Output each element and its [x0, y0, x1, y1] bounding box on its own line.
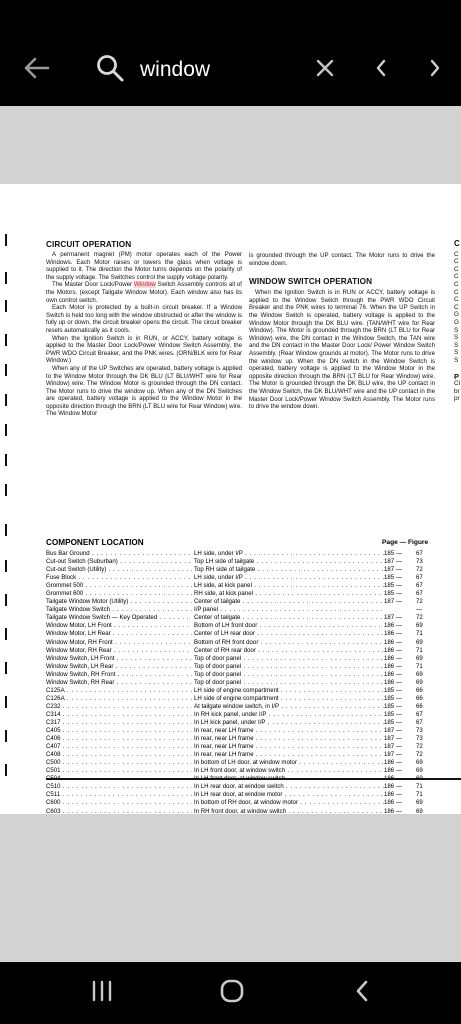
component-name: C500 . . .	[46, 759, 192, 767]
component-location: In LH front door, at window switch . . .	[194, 767, 384, 775]
chevron-right-icon	[429, 59, 441, 82]
component-figure: 72	[416, 743, 423, 751]
component-name: C126A . . .	[46, 695, 192, 703]
component-name: Bus Bar Ground . . .	[46, 550, 192, 558]
system-back-button[interactable]	[342, 976, 382, 1010]
component-name: C125A . . .	[46, 687, 192, 695]
search-match-highlight[interactable]: Window	[133, 281, 156, 289]
component-location-heading: COMPONENT LOCATION	[46, 538, 144, 547]
recents-button[interactable]	[82, 976, 122, 1010]
document-page	[0, 184, 461, 814]
component-name: Window Switch, RH Rear . . .	[46, 679, 192, 687]
component-page: 185 —	[384, 574, 402, 582]
component-figure: 67	[416, 574, 423, 582]
component-row	[46, 550, 436, 558]
component-row	[46, 606, 436, 614]
component-name: C406 . . .	[46, 735, 192, 743]
margin-marks	[5, 234, 9, 774]
component-figure: 69	[416, 678, 423, 686]
component-figure: 73	[416, 558, 423, 566]
next-match-button[interactable]	[420, 52, 450, 88]
component-page: 186 —	[384, 783, 402, 791]
component-figure: 71	[416, 646, 423, 654]
component-location: Top of door panel . . .	[194, 679, 384, 687]
component-location: RH side, at kick panel . . .	[194, 590, 384, 598]
component-page: 187 —	[384, 558, 402, 566]
component-page: 186 —	[384, 646, 402, 654]
previous-match-button[interactable]	[366, 52, 396, 88]
component-figure: 73	[416, 727, 423, 735]
component-name: C405 . . .	[46, 727, 192, 735]
component-row	[46, 808, 436, 815]
component-page: 186 —	[384, 799, 402, 807]
right-intro-text: is grounded through the UP contact. The Motor runs to drive the window down.	[249, 252, 435, 267]
circuit-paragraph: Each Motor is protected by a built-in circuit breaker. If a Window Switch is held too long with the window obstructed or after the window is fully up or down, the circuit breaker opens the circuit. The circuit breaker resets automatically as it cools.	[46, 304, 242, 334]
component-page: 187 —	[384, 598, 402, 606]
component-location: LH side of engine compartment . . .	[194, 687, 384, 695]
component-page: 186 —	[384, 759, 402, 767]
component-name: C603 . . .	[46, 808, 192, 815]
component-location: In LH rear door, at window motor . . .	[194, 791, 384, 799]
component-name: Tailgate Window Switch . . .	[46, 606, 192, 614]
component-location: Center of LH rear door . . .	[194, 630, 384, 638]
home-button[interactable]	[212, 976, 252, 1010]
component-figure: 67	[416, 550, 423, 557]
component-location: In rear, near LH frame . . .	[194, 735, 384, 743]
component-name: Window Switch, RH Front . . .	[46, 671, 192, 679]
component-location: Bottom of RH front door . . .	[194, 639, 384, 647]
component-location: Top of door panel . . .	[194, 655, 384, 663]
close-icon	[316, 59, 334, 82]
component-figure: 67	[416, 590, 423, 598]
back-button[interactable]	[16, 52, 56, 88]
component-figure: 69	[416, 638, 423, 646]
component-page: 185 —	[384, 694, 402, 702]
component-figure: 66	[416, 702, 423, 710]
cut-off-column: C C C C C C C C C G G S S S S S P Cl br pr	[454, 239, 461, 403]
component-figure: 69	[416, 807, 423, 814]
component-figure: 67	[416, 718, 423, 726]
circuit-paragraph: When any of the UP Switches are operated, battery voltage is applied to the Window Motor through the DK BLU (LT BLU/WHT wire for Rear Window) wire. The Window Motor is grounded through the DN contact. The Motor runs to drive the window up. When any of the DN Switches are operated, battery voltage is applied to the Window Motor in the opposite direction through the BRN (LT BLU wire for Rear Window) wire. The Window Motor	[46, 364, 242, 418]
component-location: In rear, near LH frame . . .	[194, 743, 384, 751]
window-switch-section	[249, 252, 435, 411]
component-name: C501 . . .	[46, 767, 192, 775]
component-location: In rear, near LH frame . . .	[194, 751, 384, 759]
component-page: 186 —	[384, 630, 402, 638]
component-location: LH side, at kick panel . . .	[194, 582, 384, 590]
component-location: In LH rear door, at window switch . . .	[194, 783, 384, 791]
arrow-left-icon	[22, 56, 50, 85]
component-page: 185 —	[384, 550, 402, 557]
component-figure: 69	[416, 759, 423, 767]
component-page: 185 —	[384, 686, 402, 694]
circuit-operation-heading: CIRCUIT OPERATION	[46, 240, 132, 249]
component-figure: 67	[416, 710, 423, 718]
component-row	[46, 566, 436, 574]
component-figure: 66	[416, 694, 423, 702]
component-row	[46, 743, 436, 751]
clear-search-button[interactable]	[308, 52, 342, 88]
back-icon	[354, 979, 370, 1008]
component-name: Tailgate Window Motor (Utility) . . .	[46, 598, 192, 606]
component-page: 186 —	[384, 662, 402, 670]
component-name: C314 . . .	[46, 711, 192, 719]
component-location-list	[46, 550, 436, 814]
document-viewer[interactable]	[0, 106, 461, 962]
component-row	[46, 663, 436, 671]
component-location: At tailgate window switch, in I/P . . .	[194, 703, 384, 711]
component-location: LH side of engine compartment . . .	[194, 695, 384, 703]
recents-icon	[90, 980, 114, 1007]
component-figure: —	[416, 606, 423, 614]
circuit-paragraph-highlighted: The Master Door Lock/Power Window Switch Assembly controls all of the Motors. (except Tailgate Window Motor). Each window also has its own control switch.	[46, 281, 242, 304]
component-name: C408 . . .	[46, 751, 192, 759]
component-location: Top RH side of tailgate . . .	[194, 566, 384, 574]
component-row	[46, 679, 436, 687]
component-name: Tailgate Window Switch — Key Operated . . .	[46, 614, 192, 622]
component-row	[46, 751, 436, 759]
component-figure: 72	[416, 566, 423, 574]
component-page: 186 —	[384, 622, 402, 630]
component-page: 186 —	[384, 678, 402, 686]
component-row	[46, 582, 436, 590]
component-name: C232 . . .	[46, 703, 192, 711]
component-figure: 69	[416, 654, 423, 662]
component-row	[46, 687, 436, 695]
component-page: 185 —	[384, 702, 402, 710]
component-location: LH side, under I/P . . .	[194, 550, 384, 558]
component-name: Grommet 600 . . .	[46, 590, 192, 598]
component-row	[46, 767, 436, 775]
component-row	[46, 647, 436, 655]
component-location: Center of RH rear door . . .	[194, 647, 384, 655]
component-location: Top of door panel . . .	[194, 671, 384, 679]
circuit-paragraph: When the Ignition Switch is in RUN, or ACCY, battery voltage is applied to the Master Door Lock/Power Window Switch Assembly, the PWR WDO Circuit Breaker, and the PNK wires. (ORN/BLK wire for Rear Window.)	[46, 334, 242, 365]
component-page: 186 —	[384, 791, 402, 799]
component-figure: 69	[416, 767, 423, 775]
component-figure: 73	[416, 735, 423, 743]
component-figure: 67	[416, 582, 423, 590]
component-name: Window Motor, RH Front . . .	[46, 639, 192, 647]
component-row	[46, 639, 436, 647]
component-row	[46, 783, 436, 791]
component-figure: 69	[416, 670, 423, 678]
component-row	[46, 655, 436, 663]
component-location: In LH kick panel, under I/P . . .	[194, 719, 384, 727]
component-figure: 72	[416, 614, 423, 622]
circuit-operation-section	[46, 240, 242, 418]
component-page: 185 —	[384, 710, 402, 718]
component-location: In RH kick panel, under I/P . . .	[194, 711, 384, 719]
component-row	[46, 719, 436, 727]
component-name: Window Switch, LH Front . . .	[46, 655, 192, 663]
component-location: In bottom of LH door, at window motor . . .	[194, 759, 384, 767]
component-location: In RH front door, at window switch . . .	[194, 808, 384, 815]
component-page: 186 —	[384, 638, 402, 646]
component-row	[46, 614, 436, 622]
component-page: 185 —	[384, 590, 402, 598]
search-toolbar	[0, 34, 461, 106]
component-row	[46, 735, 436, 743]
home-icon	[219, 978, 245, 1009]
component-page: 187 —	[384, 727, 402, 735]
component-row	[46, 711, 436, 719]
component-name: Window Motor, RH Rear . . .	[46, 647, 192, 655]
component-page: 185 —	[384, 718, 402, 726]
component-figure: 72	[416, 598, 423, 606]
component-page: 186 —	[384, 807, 402, 814]
component-location: Bottom of LH front door . . .	[194, 622, 384, 630]
component-page: 187 —	[384, 751, 402, 759]
chevron-left-icon	[375, 59, 387, 82]
component-figure: 71	[416, 783, 423, 791]
component-location: I/P panel . . .	[194, 606, 384, 614]
search-icon	[95, 53, 125, 88]
component-name: Fuse Block . . .	[46, 574, 192, 582]
component-page: 187 —	[384, 566, 402, 574]
component-name: Window Motor, LH Rear . . .	[46, 630, 192, 638]
component-location: Center of tailgate . . .	[194, 614, 384, 622]
component-row	[46, 574, 436, 582]
component-name: Cut-out Switch (Suburban) . . .	[46, 558, 192, 566]
component-row	[46, 727, 436, 735]
component-row	[46, 558, 436, 566]
search-icon-wrap	[92, 50, 128, 90]
page-divider	[46, 778, 461, 780]
component-name: C511 . . .	[46, 791, 192, 799]
circuit-paragraph: A permanent magnet (PM) motor operates each of the Power Windows. Each Motor raises or lowers the glass when voltage is supplied to it. The direction the Motor turns depends on the polarity of the supply voltage. The Switches control the supply voltage polarity.	[46, 251, 242, 281]
component-name: C600 . . .	[46, 799, 192, 807]
component-figure: 66	[416, 686, 423, 694]
navigation-bar	[0, 962, 461, 1024]
component-location: Center of tailgate . . .	[194, 598, 384, 606]
component-name: C510 . . .	[46, 783, 192, 791]
component-figure: 69	[416, 799, 423, 807]
page-figure-label: Page — Figure	[382, 539, 429, 546]
search-input[interactable]	[140, 54, 300, 86]
component-name: Cut-out Switch (Utility) . . .	[46, 566, 192, 574]
component-location: In bottom of RH door, at window motor . . .	[194, 799, 384, 807]
component-page: 187 —	[384, 743, 402, 751]
component-name: C407 . . .	[46, 743, 192, 751]
component-page: 185 —	[384, 582, 402, 590]
component-row	[46, 799, 436, 807]
component-row	[46, 695, 436, 703]
component-page: 187 —	[384, 614, 402, 622]
component-page: 186 —	[384, 670, 402, 678]
window-switch-paragraph: When the Ignition Switch is in RUN or ACCY, battery voltage is applied to the Window Switch through the PWR WDO Circuit Breaker and the PNK wires to terminal 76. When the UP Switch in the Window Switch is operated, battery voltage is applied to the Window Motor through the DK BLU wire. (TAN/WHT wire for Rear Window). The Motor is grounded through the BRN (LT BLU for Rear Window) wire, the DN contact in the Window Switch, the TAN wire and the DN contact in the Master Door Lock/ Power Window Switch Assembly. (Rear Window grounds at motor). The Motor runs to drive the window up. When the DN switch in the Window Switch is operated, battery voltage is applied to the Window Motor in the opposite direction through the BRN (LT BLU for Rear Window) wire. The Motor is grounded through the DK BLU wire, the UP contact in the Window Switch, the DK BLU/WHT wire and the UP contact in the Master Door Lock/Power Window Switch Assembly. The Motor runs to drive the window down.	[249, 289, 435, 411]
component-figure: 71	[416, 630, 423, 638]
component-location: LH side, under I/P . . .	[194, 574, 384, 582]
component-row	[46, 598, 436, 606]
component-page: 187 —	[384, 735, 402, 743]
component-row	[46, 590, 436, 598]
component-row	[46, 759, 436, 767]
window-switch-heading: WINDOW SWITCH OPERATION	[249, 277, 373, 287]
component-name: Window Motor, LH Front . . .	[46, 622, 192, 630]
component-name: Grommet 500 . . .	[46, 582, 192, 590]
component-row	[46, 630, 436, 638]
component-page: 186 —	[384, 767, 402, 775]
component-name: C317 . . .	[46, 719, 192, 727]
component-figure: 71	[416, 662, 423, 670]
component-location-header	[46, 538, 436, 548]
component-row	[46, 671, 436, 679]
component-location: In rear, near LH frame . . .	[194, 727, 384, 735]
component-figure: 72	[416, 751, 423, 759]
component-row	[46, 791, 436, 799]
component-location: Top of door panel . . .	[194, 663, 384, 671]
component-page: 186 —	[384, 654, 402, 662]
component-row	[46, 703, 436, 711]
component-name: Window Switch, LH Rear . . .	[46, 663, 192, 671]
component-figure: 69	[416, 622, 423, 630]
component-location: Top LH side of tailgate . . .	[194, 558, 384, 566]
component-row	[46, 622, 436, 630]
component-figure: 71	[416, 791, 423, 799]
status-bar	[0, 0, 461, 34]
